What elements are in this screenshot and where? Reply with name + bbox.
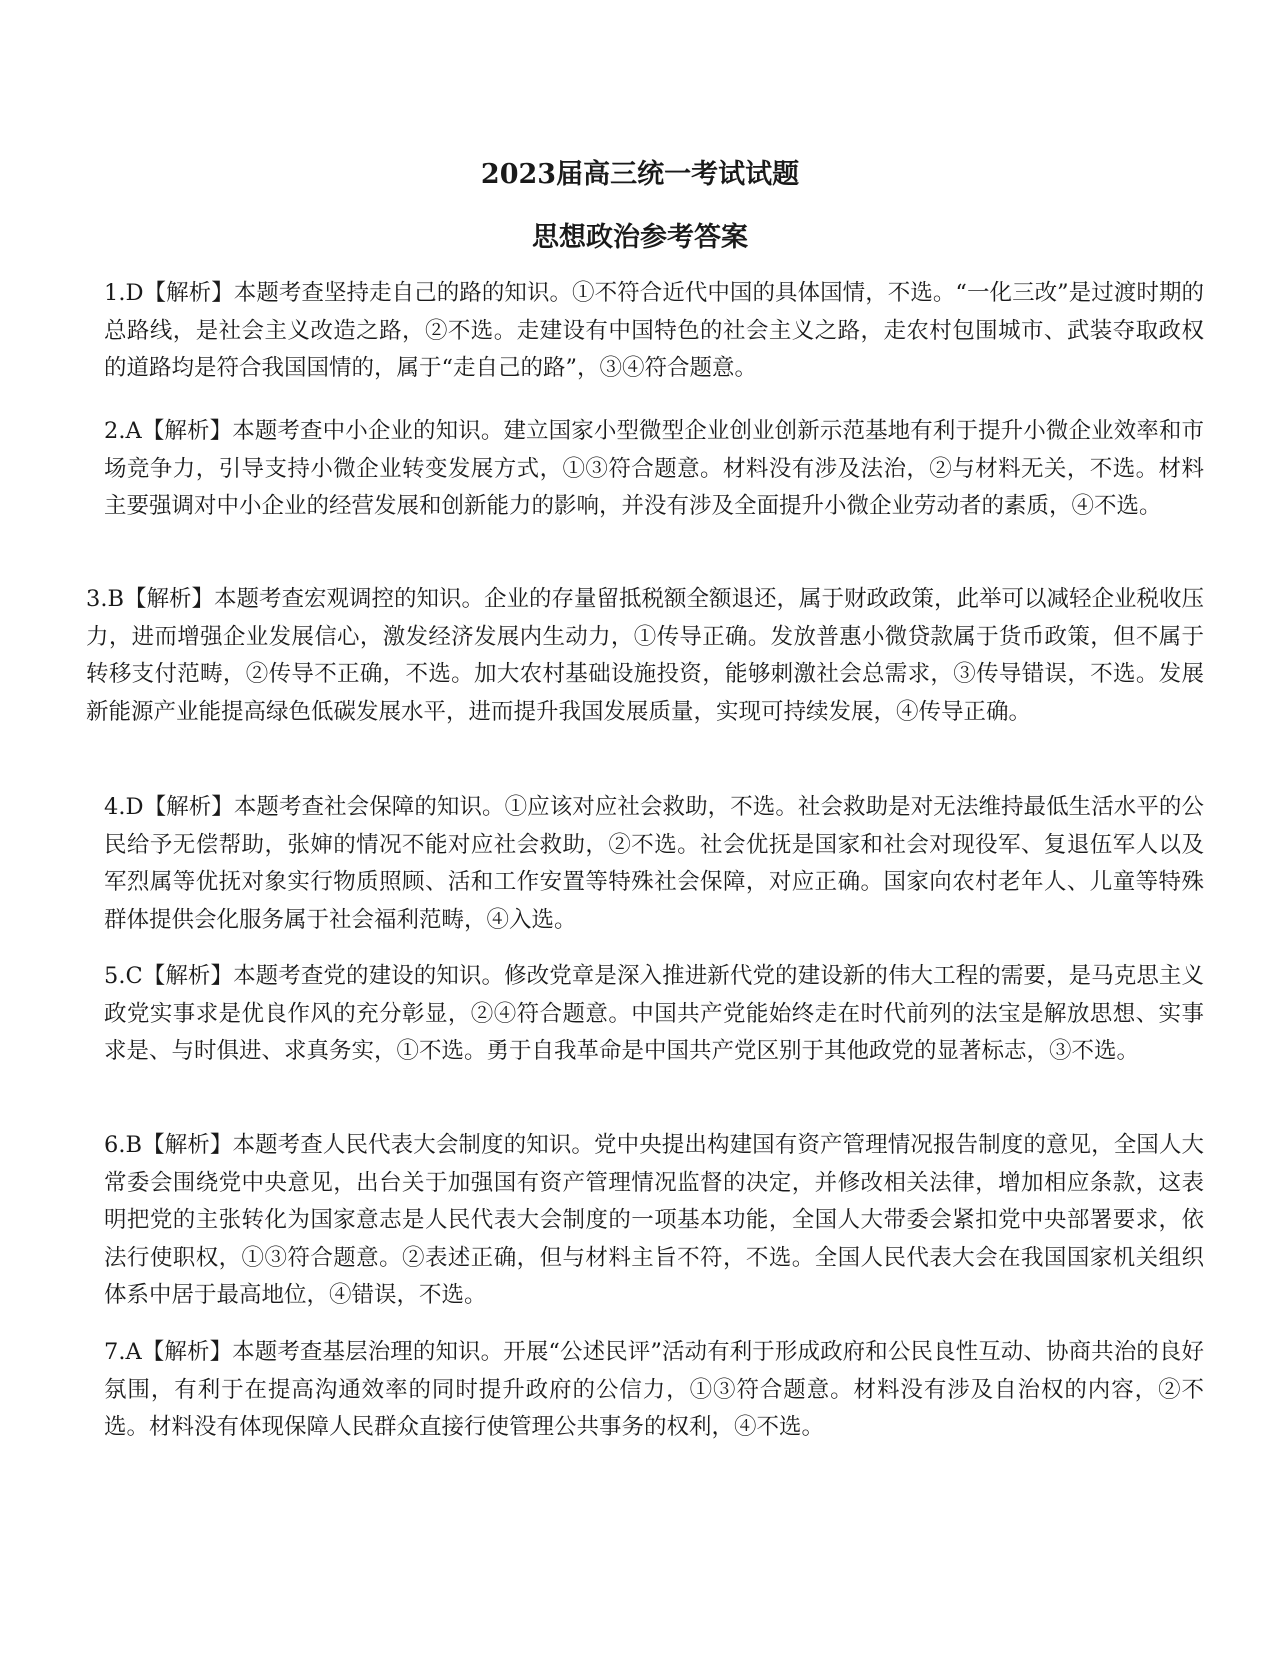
answer-5: 5.C【解析】本题考查党的建设的知识。修改党章是深入推进新代党的建设新的伟大工程的需要，是马克思主义政党实事求是优良作风的充分彰显，②④符合题意。中国共产党能始终走在时代前列的法宝是解放思想、实事求是、与时俱进、求真务实，①不选。勇于自我革命是中国共产党区别于其他政党的显著标志，③不选。: [104, 963, 1204, 1064]
answer-3: 3.B【解析】本题考查宏观调控的知识。企业的存量留抵税额全额退还，属于财政政策，此举可以减轻企业税收压力，进而增强企业发展信心，激发经济发展内生动力，①传导正确。发放普惠小微贷款属于货币政策，但不属于转移支付范畴，②传导不正确，不选。加大农村基础设施投资，能够刺激社会总需求，③传导错误，不选。发展新能源产业能提高绿色低碳发展水平，进而提升我国发展质量，实现可持续发展，④传导正确。: [86, 586, 1205, 725]
answer-7: 7.A【解析】本题考查基层治理的知识。开展“公述民评”活动有利于形成政府和公民良性互动、协商共治的良好氛围，有利于在提高沟通效率的同时提升政府的公信力，①③符合题意。材料没有涉及自治权的内容，②不选。材料没有体现保障人民群众直接行使管理公共事务的权利，④不选。: [104, 1339, 1204, 1440]
answer-6: 6.B【解析】本题考查人民代表大会制度的知识。党中央提出构建国有资产管理情况报告制度的意见，全国人大常委会围绕党中央意见，出台关于加强国有资产管理情况监督的决定，并修改相关法律，增加相应条款，这表明把党的主张转化为国家意志是人民代表大会制度的一项基本功能，全国人大带委会紧扣党中央部署要求，依法行使职权，①③符合题意。②表述正确，但与材料主旨不符，不选。全国人民代表大会在我国国家机关组织体系中居于最高地位，④错误，不选。: [104, 1132, 1204, 1308]
answer-4: 4.D【解析】本题考查社会保障的知识。①应该对应社会救助，不选。社会救助是对无法维持最低生活水平的公民给予无偿帮助，张婶的情况不能对应社会救助，②不选。社会优抚是国家和社会对现役军、复退伍军人以及军烈属等优抚对象实行物质照顾、活和工作安置等特殊社会保障，对应正确。国家向农村老年人、儿童等特殊群体提供会化服务属于社会福利范畴，④入选。: [104, 794, 1204, 933]
document-subtitle: 思想政治参考答案: [532, 222, 748, 253]
answer-2: 2.A【解析】本题考查中小企业的知识。建立国家小型微型企业创业创新示范基地有利于提升小微企业效率和市场竞争力，引导支持小微企业转变发展方式，①③符合题意。材料没有涉及法治，②与材料无关，不选。材料主要强调对中小企业的经营发展和创新能力的影响，并没有涉及全面提升小微企业劳动者的素质，④不选。: [104, 418, 1204, 519]
answer-1: 1.D【解析】本题考查坚持走自己的路的知识。①不符合近代中国的具体国情，不选。“一化三改”是过渡时期的总路线，是社会主义改造之路，②不选。走建设有中国特色的社会主义之路，走农村包围城市、武装夺取政权的道路均是符合我国国情的，属于“走自己的路”，③④符合题意。: [104, 280, 1204, 381]
document-title: 2023届高三统一考试试题: [480, 159, 800, 190]
